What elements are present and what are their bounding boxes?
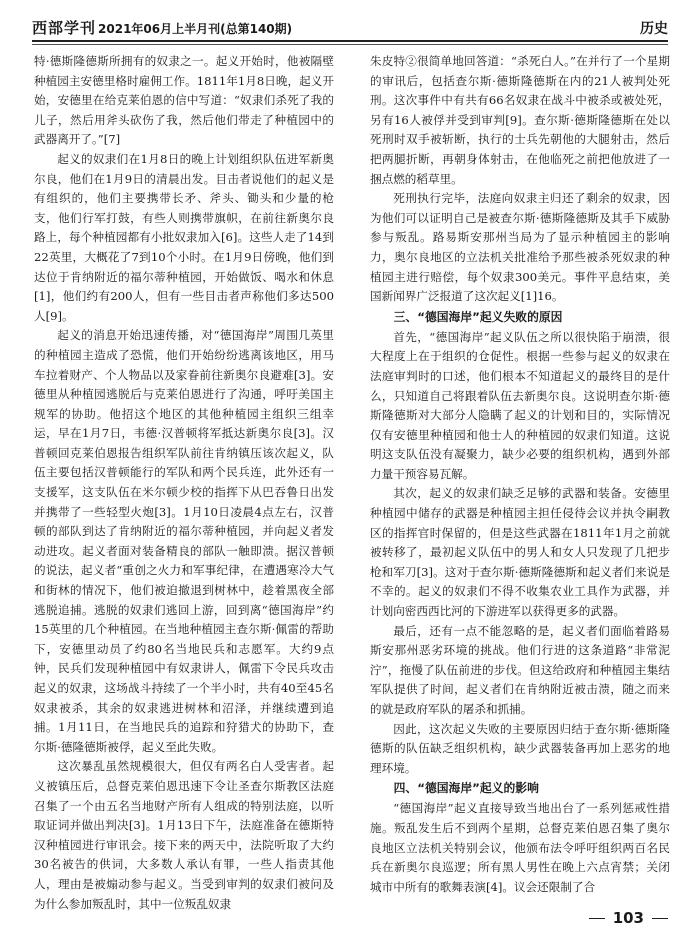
section-heading: 三、“德国海岸”起义失败的原因 xyxy=(393,309,563,324)
section-heading: 四、“德国海岸”起义的影响 xyxy=(393,781,539,796)
paragraph: 死刑执行完毕，法庭向奴隶主归还了剩余的奴隶，因为他们可以证明自己是被查尔斯·德斯隆德斯及其手下威胁参与叛乱。路易斯安那州当局为了显示种植园主的影响力，奥尔良地区的立法机关批准给予那些被杀死奴隶的种植园主进行赔偿，每个奴隶300美元。事件平息结束，美国新闻界广泛报道了这次起义[1]16。 xyxy=(370,191,670,304)
page-number-dash-right xyxy=(652,918,668,919)
paragraph: 其次，起义的奴隶们缺乏足够的武器和装备。安德里种植园中储存的武器是种植园主担任侵待会议并执令嗣教区的指挥官时保留的，但是这些武器在1811年1月之前就被转移了，最初起义队伍中的男人和女人只发现了几把步枪和军刀[3]。这对于查尔斯·德斯隆德斯和起义者们来说是不幸的。起义的奴隶们不得不收集农业工具作为武器，并计划向密西西比河的下游进军以获得更多的武器。 xyxy=(370,486,670,619)
paragraph: 起义的奴隶们在1月8日的晚上计划组织队伍进军新奥尔良，他们在1月9日的清晨出发。目击者说他们的起义是有组织的，他们主要携带长矛、斧头、锄头和少量的枪支，他们行军打鼓，有些人则携带旗帜，在前往新奥尔良路上，每个种植园都有小批奴隶加入[6]。这些人走了14到22英里，大概花了7到10个小时。在1月9日傍晚，他们到达位于肯纳附近的福尔蒂种植园，开始做饭、喝水和休息[1]，他们约有200人，但有一些目击者声称他们多达500人[9]。 xyxy=(34,151,334,323)
page-footer xyxy=(32,906,668,930)
paragraph: 这次暴乱虽然规模很大，但仅有两名白人受害者。起义被镇压后，总督克莱伯恩迅速下令让圣查尔斯教区法庭召集了一个由五名当地财产所有人组成的特别法庭，以听取证词并做出判决[3]。1月13日下午，法庭准备在德斯特汉种植园进行审讯会。接下来的两天中，法院听取了大约30名被告的供词，大多数人承认有罪，一些人指责其他人，理由是被煽动参与起义。当受到审判的奴隶们被问及为什么参加叛乱时，其中一位叛乱奴隶 xyxy=(34,759,334,911)
left-column xyxy=(34,52,334,911)
right-column xyxy=(370,52,670,894)
page-number-dash-left xyxy=(589,918,605,919)
issue-info: 2021年06月上半月刊(总第140期) xyxy=(98,22,293,36)
paragraph: 首先，“德国海岸”起义队伍之所以很快陷于崩溃，很大程度上在于组织的仓促性。根据一些参与起义的奴隶在法庭审判时的口述，他们根本不知道起义的最终目的是什么，只知道自己将跟着队伍去新奥尔良。这说明查尔斯·德斯隆德斯对大部分人隐瞒了起义的计划和目的，实际情况仅有安德里种植园和他士人的种植园的奴隶们知道。这说明这支队伍没有凝聚力，缺少必要的组织机构，遇到外部力量干预容易瓦解。 xyxy=(370,329,670,481)
page-number-text: 103 xyxy=(612,909,644,927)
paragraph: 起义的消息开始迅速传播，对“德国海岸”周围几英里的种植园主造成了恐慌，他们开始纷纷逃离该地区，用马车拉着财产、个人物品以及家眷前往新奥尔良避难[3]。安德里从种植园逃脱后与克莱伯恩进行了沟通，呼吁美国主规军的协助。他招这个地区的其他种植园主组织三组幸运，早在1月7日，韦德·汉普顿将军抵达新奥尔良[3]。汉普顿回克莱伯恩报告组织军队前往肯纳镇压该次起义，队伍主要包括汉普顿能行的军队和两个民兵连，此外还有一支援军，这支队伍在米尔顿少校的指挥下从巴吞鲁日出发并携带了一些轻型火炮[3]。1月10日凌晨4点左右，汉普顿的部队到达了肯纳附近的福尔蒂种植园，并向起义者发动进攻。起义者面对装备精良的部队一触即溃。据汉普顿的说法，起义者“重创之火力和军事纪律，在遭遇寒冷大气和街林的情况下，他们被迫撤退到树林中，趁着黑夜全部逃脱追捕。逃脱的奴隶们逃回上游，回到离“德国海岸”约15英里的几个种植园。在当地种植园主查尔斯·佩雷的帮助下，安德里动员了约80名当地民兵和志愿军。大约9点钟，民兵们发现种植园中有奴隶讲人，佩雷下令民兵攻击起义的奴隶，这场战斗持续了一个半小时，共有40至45名奴隶被杀，其余的奴隶逃进树林和沼泽，并继续遭到追捕。1月11日，在当地民兵的追踪和狩猎犬的协助下，查尔斯·德隆德斯被俘，起义至此失败。 xyxy=(34,328,334,754)
paragraph: “德国海岸”起义直接导致当地出台了一系列惩戒性措施。叛乱发生后不到两个星期，总督克莱伯恩召集了奥尔良地区立法机关特别会议，他颁布法令呼吁组织两百名民兵在新奥尔良巡逻；所有黑人男性在晚上六点宵禁；关闭城市中所有的歌舞表演[4]。议会还限制了合 xyxy=(370,801,670,894)
journal-info xyxy=(32,17,292,38)
page-number xyxy=(589,909,668,927)
paragraph: 特·德斯隆德斯所拥有的奴隶之一。起义开始时，他被隔壁种植园主安德里格时雇佣工作。1811年1月8日晚，起义开始，安德里在给克莱伯恩的信中写道：“奴隶们杀死了我的儿子，然后用斧头砍伤了我，然后他们带走了种植园中的武器离开了。”[7] xyxy=(34,54,334,147)
header-rule xyxy=(32,40,668,42)
journal-name: 西部学刊 xyxy=(32,19,97,37)
paragraph: 因此，这次起义失败的主要原因归结于查尔斯·德斯隆德斯的队伍缺乏组织机构，缺少武器装备再加上恶劣的地理环境。 xyxy=(370,721,670,775)
page-header xyxy=(32,10,668,38)
section-label: 历史 xyxy=(640,21,668,37)
paragraph: 朱皮特②很简单地回答道：“杀死白人。”在并行了一个星期的审讯后，包括查尔斯·德斯隆德斯在内的21人被判处死刑。这次事件中有共有66名奴隶在战斗中被杀或被处死，另有16人被俘并受到审判[9]。查尔斯·德斯隆德斯在处以死刑时双手被斩断，执行的士兵先朝他的大腿射击，然后把两腿折断，再朝身体射击，在他临死之前把他放进了一捆点燃的稻草里。 xyxy=(370,54,670,186)
paragraph: 最后，还有一点不能忽略的是，起义者们面临着路易斯安那州恶劣环境的挑战。他们行进的这条道路“非常泥泞”，拖慢了队伍前进的步伐。但这给政府和种植园主集结军队提供了时间，起义者们在肯纳附近被击溃，随之而来的就是政府军队的屠杀和抓捕。 xyxy=(370,623,670,716)
header-rule-thin xyxy=(32,44,668,45)
